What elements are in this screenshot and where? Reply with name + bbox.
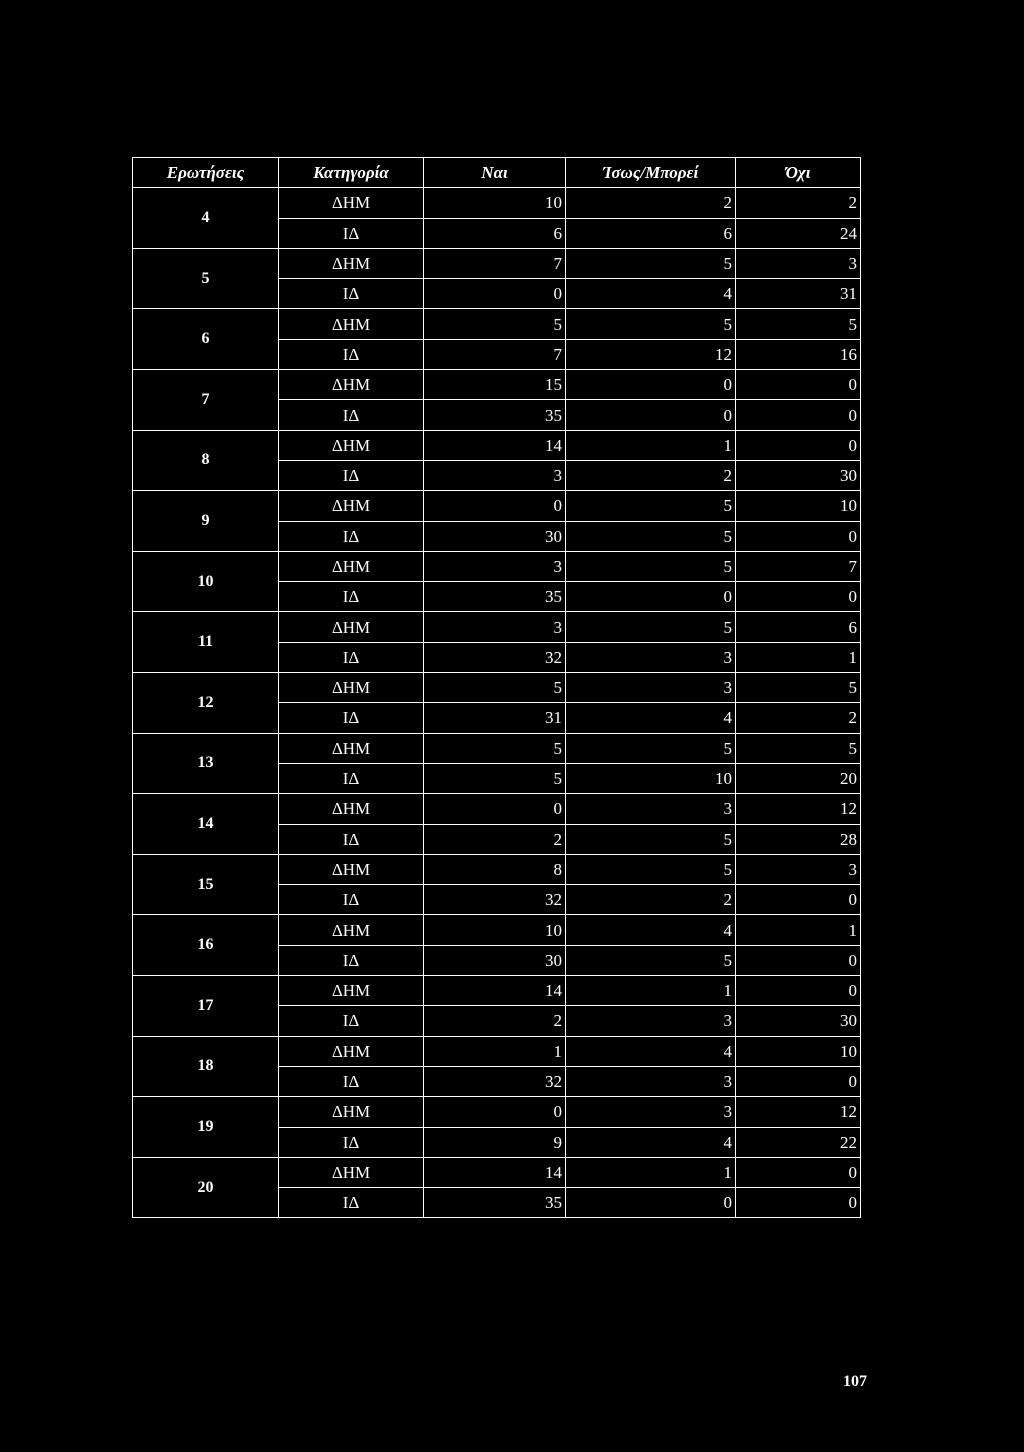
category-cell: ΔΗΜ <box>279 976 424 1006</box>
no-value: 1 <box>736 915 861 945</box>
table-row <box>133 612 861 642</box>
no-value: 0 <box>736 582 861 612</box>
header-yes: Ναι <box>424 158 566 188</box>
yes-value: 2 <box>424 1006 566 1036</box>
question-number: 12 <box>133 673 279 734</box>
maybe-value: 2 <box>566 460 736 490</box>
category-cell: ΔΗΜ <box>279 1157 424 1187</box>
no-value: 0 <box>736 1157 861 1187</box>
maybe-value: 5 <box>566 945 736 975</box>
no-value: 0 <box>736 1066 861 1096</box>
no-value: 31 <box>736 279 861 309</box>
question-number: 13 <box>133 733 279 794</box>
yes-value: 32 <box>424 642 566 672</box>
no-value: 7 <box>736 551 861 581</box>
maybe-value: 0 <box>566 370 736 400</box>
category-cell: ΔΗΜ <box>279 248 424 278</box>
yes-value: 32 <box>424 885 566 915</box>
maybe-value: 4 <box>566 1127 736 1157</box>
maybe-value: 5 <box>566 521 736 551</box>
yes-value: 14 <box>424 976 566 1006</box>
yes-value: 35 <box>424 582 566 612</box>
category-cell: ΔΗΜ <box>279 612 424 642</box>
yes-value: 10 <box>424 188 566 218</box>
yes-value: 7 <box>424 339 566 369</box>
yes-value: 5 <box>424 309 566 339</box>
category-cell: ΔΗΜ <box>279 370 424 400</box>
yes-value: 32 <box>424 1066 566 1096</box>
no-value: 3 <box>736 854 861 884</box>
table-row <box>133 794 861 824</box>
no-value: 28 <box>736 824 861 854</box>
yes-value: 35 <box>424 400 566 430</box>
category-cell: ΔΗΜ <box>279 1036 424 1066</box>
maybe-value: 5 <box>566 309 736 339</box>
question-number: 8 <box>133 430 279 491</box>
yes-value: 1 <box>424 1036 566 1066</box>
no-value: 10 <box>736 1036 861 1066</box>
maybe-value: 5 <box>566 491 736 521</box>
no-value: 1 <box>736 642 861 672</box>
header-no: Όχι <box>736 158 861 188</box>
yes-value: 8 <box>424 854 566 884</box>
category-cell: ΙΔ <box>279 1188 424 1218</box>
yes-value: 5 <box>424 733 566 763</box>
maybe-value: 5 <box>566 612 736 642</box>
maybe-value: 4 <box>566 915 736 945</box>
category-cell: ΔΗΜ <box>279 491 424 521</box>
question-number: 7 <box>133 370 279 431</box>
no-value: 30 <box>736 460 861 490</box>
no-value: 5 <box>736 673 861 703</box>
no-value: 5 <box>736 733 861 763</box>
maybe-value: 4 <box>566 703 736 733</box>
table-row <box>133 673 861 703</box>
header-row <box>133 158 861 188</box>
header-category: Κατηγορία <box>279 158 424 188</box>
table-row <box>133 430 861 460</box>
no-value: 12 <box>736 794 861 824</box>
category-cell: ΙΔ <box>279 582 424 612</box>
maybe-value: 5 <box>566 854 736 884</box>
no-value: 2 <box>736 703 861 733</box>
no-value: 0 <box>736 370 861 400</box>
table-row <box>133 551 861 581</box>
category-cell: ΔΗΜ <box>279 673 424 703</box>
header-maybe: Ίσως/Μπορεί <box>566 158 736 188</box>
yes-value: 14 <box>424 1157 566 1187</box>
category-cell: ΙΔ <box>279 763 424 793</box>
category-cell: ΙΔ <box>279 218 424 248</box>
category-cell: ΙΔ <box>279 400 424 430</box>
question-number: 16 <box>133 915 279 976</box>
yes-value: 2 <box>424 824 566 854</box>
no-value: 0 <box>736 400 861 430</box>
maybe-value: 12 <box>566 339 736 369</box>
category-cell: ΔΗΜ <box>279 188 424 218</box>
yes-value: 30 <box>424 945 566 975</box>
category-cell: ΙΔ <box>279 339 424 369</box>
table-row <box>133 491 861 521</box>
category-cell: ΙΔ <box>279 460 424 490</box>
maybe-value: 3 <box>566 642 736 672</box>
survey-results-table <box>132 157 861 1218</box>
table-row <box>133 188 861 218</box>
category-cell: ΙΔ <box>279 521 424 551</box>
no-value: 6 <box>736 612 861 642</box>
maybe-value: 5 <box>566 551 736 581</box>
question-number: 20 <box>133 1157 279 1218</box>
yes-value: 3 <box>424 551 566 581</box>
category-cell: ΙΔ <box>279 703 424 733</box>
category-cell: ΔΗΜ <box>279 794 424 824</box>
maybe-value: 2 <box>566 885 736 915</box>
maybe-value: 0 <box>566 1188 736 1218</box>
maybe-value: 3 <box>566 794 736 824</box>
yes-value: 31 <box>424 703 566 733</box>
table-row <box>133 370 861 400</box>
category-cell: ΙΔ <box>279 1066 424 1096</box>
yes-value: 14 <box>424 430 566 460</box>
table-row <box>133 854 861 884</box>
maybe-value: 1 <box>566 1157 736 1187</box>
category-cell: ΔΗΜ <box>279 551 424 581</box>
category-cell: ΙΔ <box>279 824 424 854</box>
category-cell: ΙΔ <box>279 945 424 975</box>
header-questions: Ερωτήσεις <box>133 158 279 188</box>
no-value: 0 <box>736 521 861 551</box>
category-cell: ΔΗΜ <box>279 1097 424 1127</box>
yes-value: 0 <box>424 794 566 824</box>
maybe-value: 4 <box>566 1036 736 1066</box>
table-row <box>133 915 861 945</box>
maybe-value: 3 <box>566 1066 736 1096</box>
maybe-value: 5 <box>566 824 736 854</box>
yes-value: 5 <box>424 763 566 793</box>
no-value: 22 <box>736 1127 861 1157</box>
no-value: 10 <box>736 491 861 521</box>
table-row <box>133 1157 861 1187</box>
yes-value: 15 <box>424 370 566 400</box>
yes-value: 9 <box>424 1127 566 1157</box>
maybe-value: 2 <box>566 188 736 218</box>
maybe-value: 0 <box>566 582 736 612</box>
table-row <box>133 309 861 339</box>
category-cell: ΔΗΜ <box>279 430 424 460</box>
category-cell: ΙΔ <box>279 1006 424 1036</box>
question-number: 9 <box>133 491 279 552</box>
no-value: 20 <box>736 763 861 793</box>
yes-value: 10 <box>424 915 566 945</box>
yes-value: 30 <box>424 521 566 551</box>
category-cell: ΙΔ <box>279 885 424 915</box>
category-cell: ΙΔ <box>279 642 424 672</box>
category-cell: ΔΗΜ <box>279 309 424 339</box>
yes-value: 6 <box>424 218 566 248</box>
question-number: 5 <box>133 248 279 309</box>
no-value: 0 <box>736 885 861 915</box>
yes-value: 35 <box>424 1188 566 1218</box>
table-row <box>133 248 861 278</box>
no-value: 16 <box>736 339 861 369</box>
yes-value: 3 <box>424 460 566 490</box>
table-body <box>133 188 861 1218</box>
no-value: 5 <box>736 309 861 339</box>
no-value: 0 <box>736 945 861 975</box>
question-number: 18 <box>133 1036 279 1097</box>
category-cell: ΙΔ <box>279 1127 424 1157</box>
category-cell: ΙΔ <box>279 279 424 309</box>
no-value: 3 <box>736 248 861 278</box>
no-value: 0 <box>736 430 861 460</box>
maybe-value: 6 <box>566 218 736 248</box>
question-number: 4 <box>133 188 279 249</box>
table-row <box>133 1036 861 1066</box>
question-number: 11 <box>133 612 279 673</box>
page-number: 107 <box>843 1373 867 1390</box>
maybe-value: 1 <box>566 430 736 460</box>
yes-value: 0 <box>424 279 566 309</box>
no-value: 2 <box>736 188 861 218</box>
yes-value: 5 <box>424 673 566 703</box>
question-number: 6 <box>133 309 279 370</box>
no-value: 30 <box>736 1006 861 1036</box>
category-cell: ΔΗΜ <box>279 733 424 763</box>
category-cell: ΔΗΜ <box>279 915 424 945</box>
question-number: 17 <box>133 976 279 1037</box>
yes-value: 3 <box>424 612 566 642</box>
question-number: 10 <box>133 551 279 612</box>
maybe-value: 5 <box>566 248 736 278</box>
category-cell: ΔΗΜ <box>279 854 424 884</box>
yes-value: 7 <box>424 248 566 278</box>
maybe-value: 3 <box>566 1006 736 1036</box>
maybe-value: 3 <box>566 1097 736 1127</box>
maybe-value: 4 <box>566 279 736 309</box>
maybe-value: 1 <box>566 976 736 1006</box>
question-number: 14 <box>133 794 279 855</box>
yes-value: 0 <box>424 491 566 521</box>
maybe-value: 10 <box>566 763 736 793</box>
table-row <box>133 733 861 763</box>
maybe-value: 3 <box>566 673 736 703</box>
no-value: 24 <box>736 218 861 248</box>
question-number: 15 <box>133 854 279 915</box>
maybe-value: 5 <box>566 733 736 763</box>
yes-value: 0 <box>424 1097 566 1127</box>
table-row <box>133 976 861 1006</box>
no-value: 0 <box>736 1188 861 1218</box>
no-value: 0 <box>736 976 861 1006</box>
no-value: 12 <box>736 1097 861 1127</box>
question-number: 19 <box>133 1097 279 1158</box>
table-row <box>133 1097 861 1127</box>
maybe-value: 0 <box>566 400 736 430</box>
